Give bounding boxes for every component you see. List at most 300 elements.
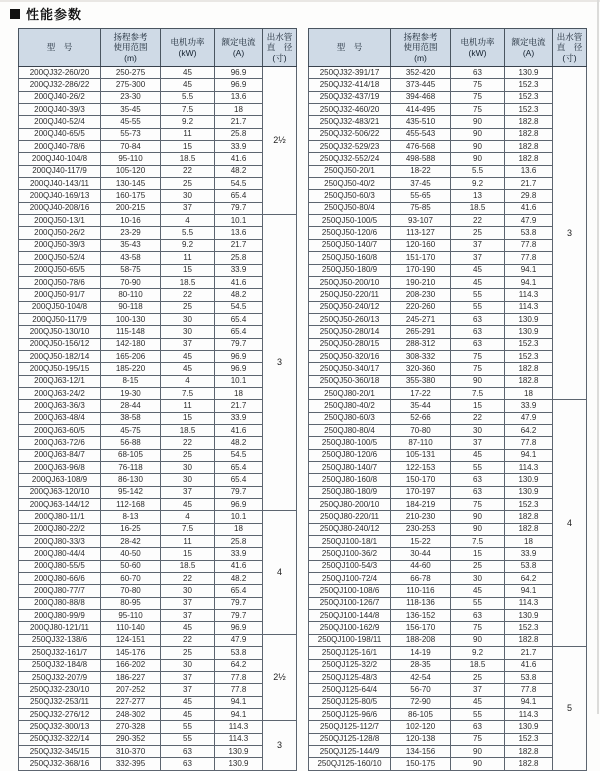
- current-cell: 182.8: [505, 634, 553, 646]
- table-row: [309, 400, 587, 412]
- table-row: [19, 375, 297, 387]
- current-cell: 96.9: [215, 79, 263, 91]
- power-cell: 90: [451, 511, 505, 523]
- table-row: [309, 449, 587, 461]
- header-text: 扬程参考: [403, 31, 438, 42]
- table-row: [309, 684, 587, 696]
- range-cell: 151-170: [391, 252, 451, 264]
- table-row: [309, 511, 587, 523]
- range-cell: 93-107: [391, 215, 451, 227]
- current-cell: 130.9: [505, 721, 553, 733]
- power-cell: 75: [451, 350, 505, 362]
- model-cell: 250QJ50-40/2: [309, 178, 391, 190]
- table-row: [309, 424, 587, 436]
- model-cell: 250QJ50-180/9: [309, 264, 391, 276]
- range-cell: 122-153: [391, 462, 451, 474]
- table-row: [309, 560, 587, 572]
- table-row: [19, 462, 297, 474]
- current-cell: 41.6: [215, 153, 263, 165]
- model-cell: 250QJ125-96/6: [309, 708, 391, 720]
- table-row: [309, 647, 587, 659]
- range-cell: 136-152: [391, 610, 451, 622]
- power-cell: 30: [161, 585, 215, 597]
- table-row: [19, 79, 297, 91]
- power-cell: 18.5: [161, 424, 215, 436]
- header-text: 使用范围: [403, 42, 438, 53]
- table-row: [19, 585, 297, 597]
- current-cell: 114.3: [505, 301, 553, 313]
- power-cell: 45: [161, 622, 215, 634]
- current-cell: 152.3: [505, 499, 553, 511]
- power-cell: 55: [161, 721, 215, 733]
- range-cell: 14-19: [391, 647, 451, 659]
- range-cell: 208-230: [391, 289, 451, 301]
- current-cell: 64.2: [215, 659, 263, 671]
- motor-power-column-header: [451, 29, 505, 67]
- table-row: [309, 548, 587, 560]
- current-cell: 41.6: [215, 276, 263, 288]
- table-row: [309, 338, 587, 350]
- model-cell: 200QJ80-44/4: [19, 548, 101, 560]
- model-cell: 250QJ100-126/7: [309, 597, 391, 609]
- power-cell: 7.5: [161, 387, 215, 399]
- power-cell: 63: [451, 474, 505, 486]
- power-cell: 9.2: [451, 647, 505, 659]
- range-cell: 68-105: [101, 449, 161, 461]
- model-cell: 250QJ32-345/15: [19, 745, 101, 757]
- range-cell: 45-75: [101, 424, 161, 436]
- range-cell: 72-90: [391, 696, 451, 708]
- current-cell: 94.1: [215, 696, 263, 708]
- model-cell: 250QJ125-48/3: [309, 671, 391, 683]
- current-cell: 21.7: [215, 116, 263, 128]
- right-table-body: [309, 67, 587, 771]
- table-row: [19, 227, 297, 239]
- model-cell: 200QJ63-72/6: [19, 437, 101, 449]
- header-text: 型 号: [336, 42, 363, 53]
- range-cell: 310-370: [101, 745, 161, 757]
- table-row: [309, 733, 587, 745]
- power-cell: 30: [161, 326, 215, 338]
- table-row: [19, 634, 297, 646]
- current-cell: 53.8: [505, 671, 553, 683]
- table-row: [309, 153, 587, 165]
- range-cell: 43-58: [101, 252, 161, 264]
- model-cell: 250QJ50-140/7: [309, 239, 391, 251]
- table-row: [19, 474, 297, 486]
- scan-artifact-top: [0, 0, 600, 2]
- current-cell: 182.8: [505, 758, 553, 770]
- power-cell: 45: [161, 79, 215, 91]
- power-cell: 55: [161, 733, 215, 745]
- model-cell: 250QJ32-253/11: [19, 696, 101, 708]
- power-cell: 37: [451, 437, 505, 449]
- model-cell: 200QJ32-260/20: [19, 67, 101, 79]
- current-cell: 48.2: [215, 437, 263, 449]
- range-cell: 170-190: [391, 264, 451, 276]
- current-cell: 54.5: [215, 178, 263, 190]
- power-cell: 63: [161, 745, 215, 757]
- header-text: (A): [232, 47, 245, 58]
- power-cell: 25: [451, 671, 505, 683]
- range-cell: 80-110: [101, 289, 161, 301]
- range-cell: 166-202: [101, 659, 161, 671]
- table-row: [19, 67, 297, 79]
- model-cell: 250QJ80-60/3: [309, 412, 391, 424]
- current-cell: 96.9: [215, 622, 263, 634]
- table-row: [19, 708, 297, 720]
- power-cell: 55: [451, 462, 505, 474]
- range-cell: 248-302: [101, 708, 161, 720]
- model-cell: 250QJ100-198/11: [309, 634, 391, 646]
- range-cell: 75-85: [391, 202, 451, 214]
- current-cell: 152.3: [505, 91, 553, 103]
- range-cell: 498-588: [391, 153, 451, 165]
- header-text: 型 号: [46, 42, 73, 53]
- model-cell: 250QJ50-280/14: [309, 326, 391, 338]
- model-cell: 250QJ32-437/19: [309, 91, 391, 103]
- range-cell: 19-30: [101, 387, 161, 399]
- model-cell: 250QJ125-16/1: [309, 647, 391, 659]
- current-cell: 29.8: [505, 190, 553, 202]
- range-cell: 115-148: [101, 326, 161, 338]
- power-cell: 55: [451, 597, 505, 609]
- current-cell: 114.3: [505, 462, 553, 474]
- current-cell: 152.3: [505, 622, 553, 634]
- range-cell: 200-215: [101, 202, 161, 214]
- power-cell: 63: [451, 721, 505, 733]
- table-row: [309, 67, 587, 79]
- outlet-diameter-cell: 3: [553, 67, 587, 400]
- power-cell: 30: [161, 462, 215, 474]
- power-cell: 45: [451, 264, 505, 276]
- power-cell: 37: [161, 338, 215, 350]
- power-cell: 15: [161, 264, 215, 276]
- current-cell: 53.8: [505, 227, 553, 239]
- current-cell: 18: [505, 387, 553, 399]
- power-cell: 90: [451, 758, 505, 770]
- table-row: [309, 375, 587, 387]
- model-cell: 250QJ100-144/8: [309, 610, 391, 622]
- model-cell: 250QJ50-120/6: [309, 227, 391, 239]
- current-cell: 41.6: [215, 424, 263, 436]
- power-cell: 7.5: [161, 104, 215, 116]
- power-cell: 63: [451, 338, 505, 350]
- range-cell: 275-300: [101, 79, 161, 91]
- power-cell: 30: [451, 424, 505, 436]
- current-cell: 77.8: [215, 671, 263, 683]
- table-row: [19, 239, 297, 251]
- range-cell: 320-360: [391, 363, 451, 375]
- range-cell: 28-44: [101, 400, 161, 412]
- model-cell: 250QJ80-200/10: [309, 499, 391, 511]
- power-cell: 22: [451, 215, 505, 227]
- table-row: [19, 276, 297, 288]
- model-cell: 250QJ32-460/20: [309, 104, 391, 116]
- range-cell: 90-118: [101, 301, 161, 313]
- power-cell: 90: [451, 745, 505, 757]
- range-cell: 30-44: [391, 548, 451, 560]
- table-row: [309, 252, 587, 264]
- range-cell: 60-70: [101, 573, 161, 585]
- power-cell: 90: [451, 375, 505, 387]
- table-row: [19, 165, 297, 177]
- current-cell: 79.7: [215, 338, 263, 350]
- range-cell: 70-80: [391, 424, 451, 436]
- power-cell: 25: [161, 178, 215, 190]
- current-cell: 182.8: [505, 141, 553, 153]
- range-cell: 15-22: [391, 536, 451, 548]
- range-cell: 17-22: [391, 387, 451, 399]
- model-cell: 250QJ100-18/1: [309, 536, 391, 548]
- range-cell: 35-43: [101, 239, 161, 251]
- model-cell: 250QJ32-300/13: [19, 721, 101, 733]
- current-cell: 65.4: [215, 585, 263, 597]
- model-cell: 250QJ100-72/4: [309, 573, 391, 585]
- range-cell: 16-25: [101, 523, 161, 535]
- current-cell: 48.2: [215, 165, 263, 177]
- current-cell: 21.7: [215, 239, 263, 251]
- table-row: [309, 745, 587, 757]
- current-cell: 182.8: [505, 523, 553, 535]
- table-row: [19, 153, 297, 165]
- table-row: [19, 289, 297, 301]
- table-row: [19, 597, 297, 609]
- current-cell: 96.9: [215, 67, 263, 79]
- table-row: [19, 573, 297, 585]
- range-cell: 52-66: [391, 412, 451, 424]
- model-cell: 200QJ50-13/1: [19, 215, 101, 227]
- model-cell: 200QJ80-99/9: [19, 610, 101, 622]
- model-cell: 250QJ80-180/9: [309, 486, 391, 498]
- power-cell: 22: [451, 412, 505, 424]
- model-cell: 200QJ50-26/2: [19, 227, 101, 239]
- header-text: (m): [124, 52, 137, 63]
- range-cell: 373-445: [391, 79, 451, 91]
- range-cell: 352-420: [391, 67, 451, 79]
- power-cell: 30: [161, 659, 215, 671]
- table-row: [19, 190, 297, 202]
- head-range-column-header: [391, 29, 451, 67]
- current-cell: 79.7: [215, 202, 263, 214]
- current-cell: 94.1: [505, 276, 553, 288]
- table-row: [309, 104, 587, 116]
- model-cell: 250QJ80-80/4: [309, 424, 391, 436]
- range-cell: 70-80: [101, 585, 161, 597]
- current-cell: 77.8: [215, 684, 263, 696]
- power-cell: 55: [451, 289, 505, 301]
- outlet-diameter-cell: 4: [263, 511, 297, 634]
- outlet-diameter-cell: 2½: [263, 67, 297, 215]
- header-text: 出水管: [556, 31, 583, 42]
- range-cell: 28-42: [101, 536, 161, 548]
- scan-artifact-edge: [597, 0, 599, 714]
- model-cell: 250QJ125-112/7: [309, 721, 391, 733]
- model-cell: 200QJ50-65/5: [19, 264, 101, 276]
- table-row: [309, 536, 587, 548]
- range-cell: 55-73: [101, 128, 161, 140]
- table-row: [309, 202, 587, 214]
- range-cell: 66-78: [391, 573, 451, 585]
- current-cell: 33.9: [215, 141, 263, 153]
- table-row: [309, 610, 587, 622]
- model-cell: 250QJ50-280/15: [309, 338, 391, 350]
- model-cell: 200QJ80-77/7: [19, 585, 101, 597]
- current-cell: 130.9: [505, 486, 553, 498]
- current-cell: 94.1: [215, 708, 263, 720]
- current-cell: 48.2: [215, 573, 263, 585]
- range-cell: 100-130: [101, 313, 161, 325]
- model-cell: 250QJ80-120/6: [309, 449, 391, 461]
- range-cell: 70-84: [101, 141, 161, 153]
- current-cell: 21.7: [215, 400, 263, 412]
- current-cell: 65.4: [215, 474, 263, 486]
- table-row: [309, 190, 587, 202]
- model-cell: 200QJ50-52/4: [19, 252, 101, 264]
- current-cell: 65.4: [215, 326, 263, 338]
- power-cell: 37: [161, 684, 215, 696]
- model-cell: 200QJ50-91/7: [19, 289, 101, 301]
- table-row: [19, 536, 297, 548]
- header-text: 出水管: [266, 31, 293, 42]
- current-cell: 152.3: [505, 733, 553, 745]
- current-cell: 79.7: [215, 610, 263, 622]
- power-cell: 7.5: [451, 536, 505, 548]
- header-text: (寸): [272, 52, 287, 63]
- table-row: [19, 350, 297, 362]
- range-cell: 80-95: [101, 597, 161, 609]
- current-cell: 94.1: [505, 449, 553, 461]
- power-cell: 75: [451, 363, 505, 375]
- range-cell: 105-131: [391, 449, 451, 461]
- power-cell: 63: [451, 313, 505, 325]
- current-cell: 47.9: [505, 412, 553, 424]
- model-cell: 250QJ125-144/9: [309, 745, 391, 757]
- model-cell: 250QJ32-138/6: [19, 634, 101, 646]
- current-cell: 21.7: [505, 178, 553, 190]
- power-cell: 7.5: [161, 523, 215, 535]
- range-cell: 28-35: [391, 659, 451, 671]
- power-cell: 18.5: [161, 153, 215, 165]
- current-cell: 77.8: [505, 437, 553, 449]
- table-row: [19, 91, 297, 103]
- power-cell: 75: [451, 104, 505, 116]
- range-cell: 184-219: [391, 499, 451, 511]
- model-cell: 200QJ63-108/9: [19, 474, 101, 486]
- header-text: (A): [522, 47, 535, 58]
- model-cell: 250QJ100-162/9: [309, 622, 391, 634]
- model-cell: 200QJ80-88/8: [19, 597, 101, 609]
- model-cell: 250QJ125-32/2: [309, 659, 391, 671]
- model-cell: 250QJ32-483/21: [309, 116, 391, 128]
- current-cell: 152.3: [505, 104, 553, 116]
- power-cell: 37: [451, 239, 505, 251]
- table-row: [19, 104, 297, 116]
- current-cell: 65.4: [215, 313, 263, 325]
- current-cell: 64.2: [505, 424, 553, 436]
- range-cell: 188-208: [391, 634, 451, 646]
- outlet-diameter-cell: 2½: [263, 634, 297, 720]
- current-cell: 53.8: [215, 647, 263, 659]
- table-row: [309, 313, 587, 325]
- power-cell: 18.5: [451, 659, 505, 671]
- model-cell: 200QJ40-39/3: [19, 104, 101, 116]
- range-cell: 150-175: [391, 758, 451, 770]
- model-cell: 200QJ80-55/5: [19, 560, 101, 572]
- range-cell: 86-105: [391, 708, 451, 720]
- current-cell: 41.6: [505, 659, 553, 671]
- power-cell: 37: [451, 684, 505, 696]
- range-cell: 44-60: [391, 560, 451, 572]
- table-row: [309, 758, 587, 770]
- current-cell: 10.1: [215, 511, 263, 523]
- header-text: (m): [414, 52, 427, 63]
- power-cell: 55: [451, 301, 505, 313]
- table-row: [309, 696, 587, 708]
- outlet-diameter-cell: 3: [263, 215, 297, 511]
- left-table-body: [19, 67, 297, 771]
- table-row: [19, 264, 297, 276]
- power-cell: 15: [161, 141, 215, 153]
- power-cell: 30: [161, 313, 215, 325]
- current-cell: 54.5: [215, 449, 263, 461]
- table-row: [19, 733, 297, 745]
- performance-table-left: [18, 28, 297, 771]
- range-cell: 250-275: [101, 67, 161, 79]
- power-cell: 45: [161, 696, 215, 708]
- current-cell: 18: [215, 104, 263, 116]
- current-cell: 182.8: [505, 375, 553, 387]
- table-row: [19, 610, 297, 622]
- outlet-diameter-cell: 5: [553, 647, 587, 770]
- range-cell: 220-260: [391, 301, 451, 313]
- current-cell: 94.1: [505, 696, 553, 708]
- power-cell: 4: [161, 511, 215, 523]
- table-row: [19, 338, 297, 350]
- table-row: [19, 313, 297, 325]
- table-row: [309, 301, 587, 313]
- model-cell: 200QJ63-144/12: [19, 499, 101, 511]
- current-cell: 152.3: [505, 79, 553, 91]
- table-row: [309, 289, 587, 301]
- power-cell: 5.5: [161, 227, 215, 239]
- current-cell: 130.9: [505, 67, 553, 79]
- current-cell: 25.8: [215, 128, 263, 140]
- power-cell: 90: [451, 634, 505, 646]
- model-cell: 250QJ125-80/5: [309, 696, 391, 708]
- power-cell: 90: [451, 128, 505, 140]
- table-row: [309, 499, 587, 511]
- current-cell: 33.9: [505, 400, 553, 412]
- power-cell: 45: [161, 350, 215, 362]
- square-bullet-icon: [10, 9, 20, 19]
- model-cell: 200QJ50-78/6: [19, 276, 101, 288]
- model-cell: 250QJ32-368/16: [19, 758, 101, 770]
- table-row: [19, 647, 297, 659]
- current-cell: 33.9: [215, 264, 263, 276]
- power-cell: 45: [161, 67, 215, 79]
- table-row: [19, 486, 297, 498]
- range-cell: 56-70: [391, 684, 451, 696]
- model-cell: 200QJ80-22/2: [19, 523, 101, 535]
- table-row: [309, 387, 587, 399]
- range-cell: 23-29: [101, 227, 161, 239]
- current-cell: 96.9: [215, 350, 263, 362]
- power-cell: 45: [161, 708, 215, 720]
- range-cell: 37-45: [391, 178, 451, 190]
- range-cell: 165-206: [101, 350, 161, 362]
- model-cell: 250QJ100-36/2: [309, 548, 391, 560]
